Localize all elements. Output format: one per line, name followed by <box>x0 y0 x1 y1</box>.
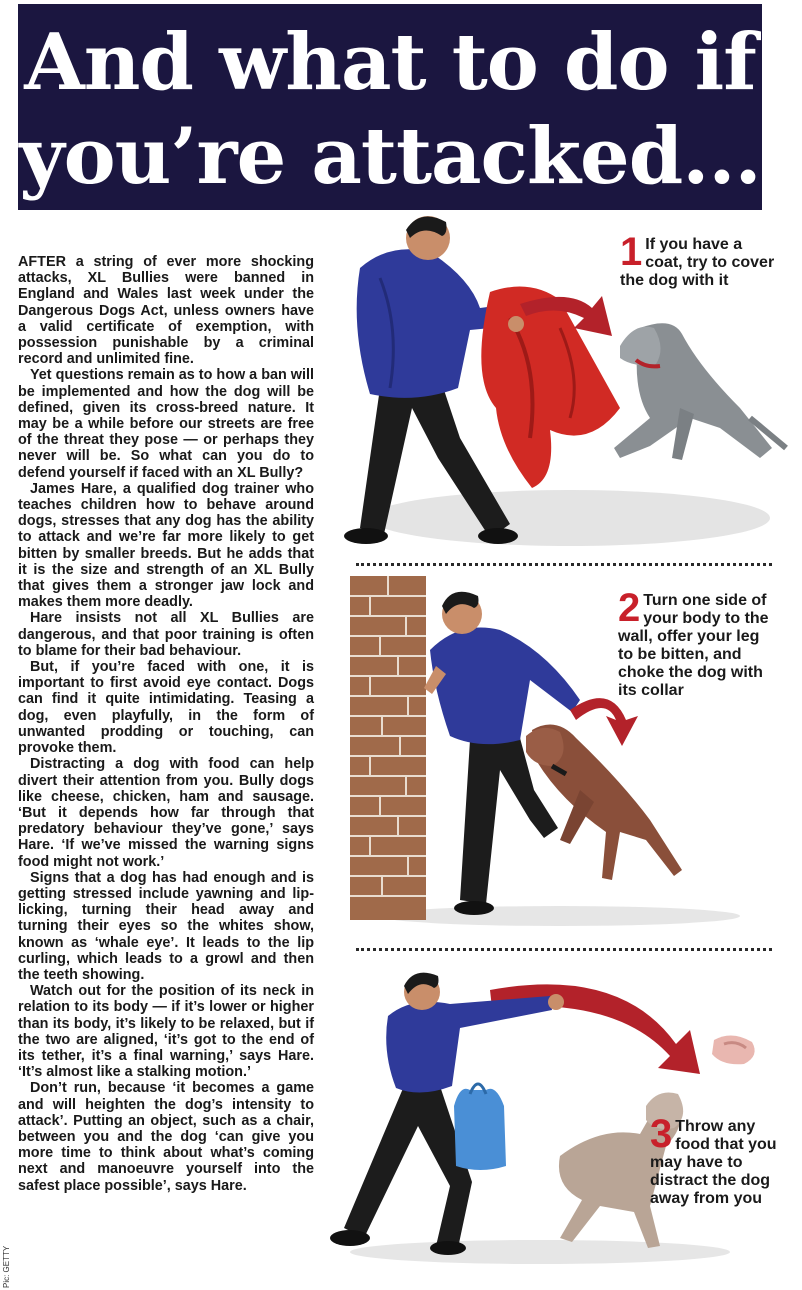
tip-panel-2 <box>320 570 790 940</box>
article-paragraph: Signs that a dog has had enough and is getting stressed include yawning and lip-licking, turning their head away and turning their eyes so the whites show, known as ‘whale eye’. It leads to the lip curling, which leads to a growl and then the teeth showing. <box>18 869 314 983</box>
article-paragraph: Hare insists not all XL Bullies are dangerous, and that poor training is often to blame for their bad behaviour. <box>18 610 314 659</box>
article-paragraph: Watch out for the position of its neck in relation to its body — if it’s lower or higher than its body, it’s likely to be relaxed, but if the two are aligned, ‘it’s got to the end of its tether, it’s a final warning,’ says Hare. ‘It’s almost like a stalking motion.’ <box>18 983 314 1081</box>
tip-2-number: 2 <box>618 586 641 630</box>
tip-1 <box>620 230 780 290</box>
tip-panel-3 <box>320 956 790 1282</box>
photo-credit: Pic: GETTY <box>2 1245 11 1288</box>
tip-2-text: Turn one side of your body to the wall, offer your leg to be bitten, and choke the dog with its collar <box>618 592 769 699</box>
article-paragraph: Distracting a dog with food can help divert their attention from you. Bully dogs like cheese, chicken, ham and sausage. ‘But it depends how far through that predatory behaviour they’ve gone,’ says Hare. ‘If we’ve missed the warning signs food might not work.’ <box>18 756 314 870</box>
section-divider <box>356 563 772 566</box>
article-body <box>18 254 314 1194</box>
curved-arrow-icon <box>490 984 700 1074</box>
tip-panel-1 <box>320 208 790 560</box>
tip-3 <box>650 1112 782 1208</box>
headline-line-1: And what to do if <box>24 17 756 108</box>
article-paragraph: But, if you’re faced with one, it is important to first avoid eye contact. Dogs can find it quite intimidating. Teasing a dog, even playfully, in the form of unwanted prodding or touching, can provoke them. <box>18 659 314 757</box>
article-paragraph: AFTER a string of ever more shocking attacks, XL Bullies were banned in England and Wales last week under the Dangerous Dogs Act, unless owners have a valid certificate of exemption, with possession punishable by a criminal record and unlimited fine. <box>18 254 314 368</box>
tip-3-text: Throw any food that you may have to distract the dog away from you <box>650 1118 777 1207</box>
tip-1-text: If you have a coat, try to cover the dog with it <box>620 236 775 289</box>
section-divider <box>356 948 772 951</box>
tip-1-number: 1 <box>620 230 643 274</box>
article-paragraph: Yet questions remain as to how a ban will be implemented and how the dog will be defined, given its cross-breed nature. It may be a while before our streets are free of the threat they pose — or perhaps they never will be. So what can you do to defend yourself if faced with an XL Bully? <box>18 367 314 481</box>
headline-banner <box>18 4 762 210</box>
article-paragraph: Don’t run, because ‘it becomes a game and will heighten the dog’s intensity to attack’. Putting an object, such as a chair, between you and the dog ‘can give you more time to think about what’s coming next and manoeuvre yourself into the safest place possible’, says Hare. <box>18 1080 314 1194</box>
tip-3-number: 3 <box>650 1112 673 1156</box>
article-paragraph: James Hare, a qualified dog trainer who teaches children how to behave around dogs, stresses that any dog has the ability to attack and we’re far more likely to get bitten by smaller breeds. But he adds that it is the size and strength of an XL Bully that gives them a stronger jaw lock and makes them more deadly. <box>18 480 314 611</box>
headline-line-2: you’re attacked... <box>19 111 761 202</box>
tip-2 <box>618 586 778 700</box>
